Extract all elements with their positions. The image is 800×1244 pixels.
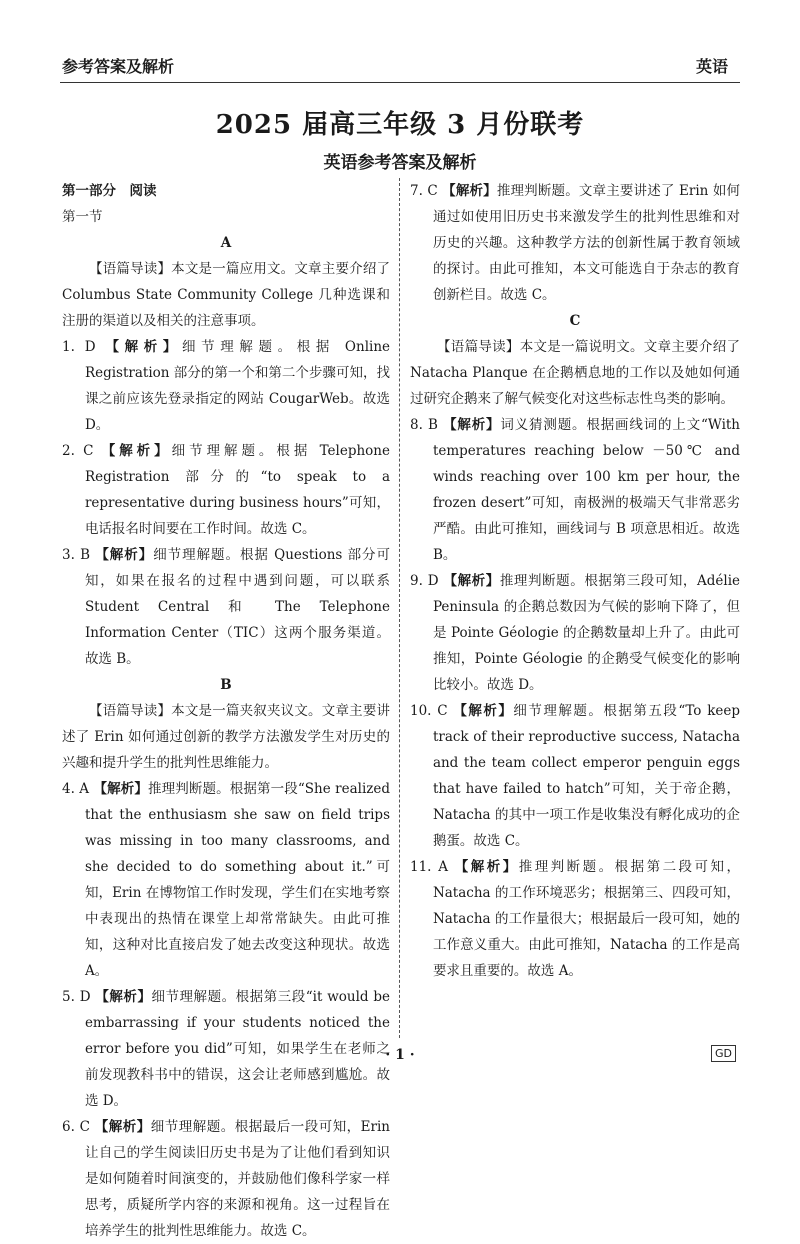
passage-b-letter: B [220, 677, 232, 693]
intro-tag: 【语篇导读】 [89, 703, 172, 719]
intro-text: 本文是一篇说明文。文章主要介绍了 Natacha Planque 在企鹅栖息地的工作以及她如何通过研究企鹅来了解气候变化对这些标志性鸟类的影响。 [410, 339, 741, 407]
answer-item [410, 698, 740, 854]
intro-text: 本文是一篇夹叙夹议文。文章主要讲述了 Erin 如何通过创新的教学方法激发学生对历史的兴趣和提升学生的批判性思维能力。 [62, 703, 391, 771]
part-heading: 第一部分 阅读 [62, 183, 157, 199]
answer-number: 9. D [410, 573, 439, 589]
analysis-tag: 【解析】 [94, 1119, 151, 1135]
page-title: 2025 届高三年级 3 月份联考 [215, 110, 585, 140]
answer-text: 细节理解题。根据 Questions 部分可知，如果在报名的过程中遇到问题，可以联系 Student Central 和 The Telephone Information Center（TIC）这两个服务渠道。故选 B。 [84, 547, 391, 667]
analysis-tag: 【解析】 [95, 547, 154, 563]
analysis-tag: 【解析】 [443, 417, 501, 433]
answer-number: 4. A [62, 781, 90, 797]
analysis-tag: 【解析】 [95, 989, 152, 1005]
answer-item [62, 776, 390, 984]
answer-text: 推理判断题。根据第三段可知，Adélie Peninsula 的企鹅总数因为气候的影响下降了，但是 Pointe Géologie 的企鹅数量却上升了。由此可推知，Pointe Géologie 的企鹅受气候变化的影响比较小。故选 D。 [432, 573, 741, 693]
answer-number: 8. B [410, 417, 438, 433]
answer-item [410, 854, 740, 984]
answer-number: 6. C [62, 1119, 90, 1135]
answer-text: 推理判断题。根据第一段“She realized that the enthusiasm she saw on field trips was missing in too many classrooms, and she decided to do something about it.”可知，Erin 在博物馆工作时发现，学生们在实地考察中表现出的热情在课堂上却常常缺失。由此可推知，这种对比直接启发了她去改变这种现状。故选 A。 [84, 781, 391, 979]
analysis-tag: 【解析】 [454, 859, 519, 875]
page-subtitle: 英语参考答案及解析 [323, 153, 477, 173]
left-column [62, 178, 391, 1239]
header-rule [60, 82, 740, 83]
answer-number: 11. A [410, 859, 448, 875]
answer-text: 推理判断题。根据第二段可知，Natacha 的工作环境恶劣；根据第三、四段可知，Natacha 的工作量很大；根据最后一段可知，她的工作意义重大。由此可推知，Natacha 的工作是高要求且重要的。故选 A。 [432, 859, 741, 979]
answer-text: 细节理解题。根据 Telephone Registration 部分的“to speak to a representative during business hours”可知，电话报名时间要在工作时间。故选 C。 [84, 443, 390, 537]
answer-item [62, 334, 390, 438]
answer-number: 10. C [410, 703, 448, 719]
intro-text: 本文是一篇应用文。文章主要介绍了 Columbus State Community College 几种选课和注册的渠道以及相关的注意事项。 [62, 261, 391, 329]
right-column [410, 178, 740, 1038]
region-badge: GD [711, 1045, 736, 1062]
answer-number: 2. C [62, 443, 94, 459]
passage-c-intro [410, 334, 740, 412]
section-heading: 第一节 [62, 209, 103, 225]
passage-a-intro [62, 256, 390, 334]
answer-text: 推理判断题。文章主要讲述了 Erin 如何通过如使用旧历史书来激发学生的批判性思维和对历史的兴趣。这种教学方法的创新性属于教育领域的探讨。由此可推知，本文可能选自于杂志的教育创新栏目。故选 C。 [432, 183, 740, 303]
analysis-tag: 【解析】 [101, 443, 172, 459]
analysis-tag: 【解析】 [442, 183, 497, 199]
answer-text: 细节理解题。根据最后一段可知，Erin 让自己的学生阅读旧历史书是为了让他们看到知识是如何随着时间演变的，并鼓励他们像科学家一样思考，质疑所学内容的来源和视角。这一过程旨在培养学生的批判性思维能力。故选 C。 [84, 1119, 391, 1239]
analysis-tag: 【解析】 [93, 781, 148, 797]
analysis-tag: 【解析】 [443, 573, 500, 589]
answer-item [410, 568, 740, 698]
analysis-tag: 【解析】 [453, 703, 514, 719]
answer-text: 细节理解题。根据第三段“it would be embarrassing if your students noticed the error before you did”可知，如果学生在老师之前发现教科书中的错误，这会让老师感到尴尬。故选 D。 [84, 989, 391, 1109]
answer-number: 7. C [410, 183, 438, 199]
answer-number: 3. B [62, 547, 91, 563]
header-right: 英语 [695, 57, 728, 76]
answer-item [410, 412, 740, 568]
intro-tag: 【语篇导读】 [89, 261, 172, 277]
answer-text: 词义猜测题。根据画线词的上文“With temperatures reaching below －50℃ and winds reaching over 100 km per hour, the frozen desert”可知，南极洲的极端天气非常恶劣严酷。由此可推知，画线词与 B 项意思相近。故选 B。 [432, 417, 741, 563]
answer-text: 细节理解题。根据 Online Registration 部分的第一个和第二个步骤可知，找课之前应该先登录指定的网站 CougarWeb。故选 D。 [84, 339, 391, 433]
page-number: · 1 · [385, 1047, 415, 1063]
passage-a-letter: A [220, 235, 232, 251]
answer-item [62, 1114, 390, 1244]
answer-number: 1. D [62, 339, 96, 355]
analysis-tag: 【解析】 [105, 339, 183, 355]
answer-item [62, 438, 390, 542]
answer-number: 5. D [62, 989, 91, 1005]
passage-b-intro [62, 698, 390, 776]
passage-c-letter: C [569, 313, 581, 329]
intro-tag: 【语篇导读】 [437, 339, 520, 355]
column-divider [399, 178, 400, 1038]
answer-text: 细节理解题。根据第五段“To keep track of their reproductive success, Natacha and the team collect emperor penguin eggs that have failed to hatch”可知，关于帝企鹅，Natacha 的其中一项工作是收集没有孵化成功的企鹅蛋。故选 C。 [432, 703, 741, 849]
answer-item [62, 542, 390, 672]
header-left: 参考答案及解析 [62, 57, 175, 76]
answer-item [410, 178, 740, 308]
